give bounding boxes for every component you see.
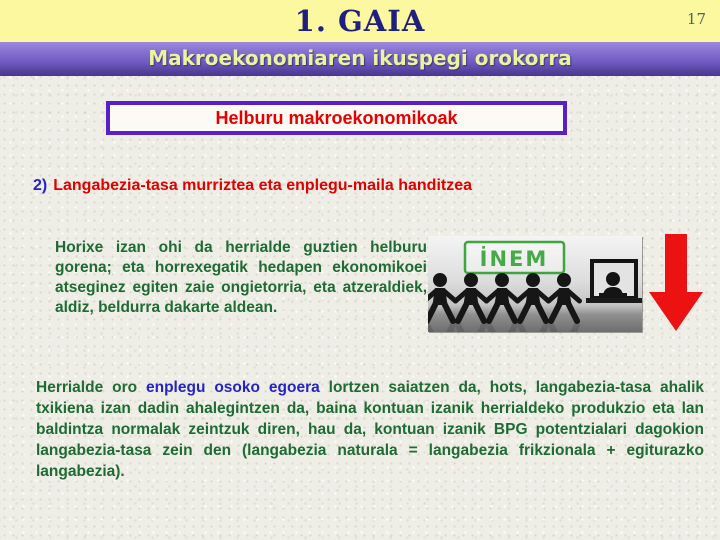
numbered-heading <box>33 177 593 195</box>
paragraph-text-start: Herrialde oro <box>36 379 146 396</box>
section-title-box <box>106 101 567 135</box>
heading-text: Langabezia-tasa murriztea eta enplegu-maila handitzea <box>53 177 473 194</box>
main-paragraph <box>36 377 704 482</box>
slide-title: 1. GAIA <box>294 4 426 38</box>
clerk-head <box>606 272 620 286</box>
subtitle-bar <box>0 42 720 76</box>
window-sill <box>586 298 642 303</box>
section-title: Helburu makroekonomikoak <box>215 107 458 128</box>
page-number: 17 <box>686 10 706 28</box>
inem-image-graphic <box>428 236 642 332</box>
inem-logo <box>465 242 564 273</box>
heading-number: 2) <box>33 177 48 194</box>
office-window <box>586 261 642 303</box>
title-band <box>0 0 720 42</box>
highlighted-phrase: enplegu osoko egoera <box>146 379 320 396</box>
inem-logo-text: İNEM <box>479 247 549 271</box>
slide-subtitle: Makroekonomiaren ikuspegi orokorra <box>148 46 572 70</box>
unemployment-office-image <box>428 236 642 332</box>
intro-paragraph: Horixe izan ohi da herrialde guztien helburu gorena; eta horrexegatik hedapen ekonomikoei atseginez egiten zaie ongietorria, eta atzeraldiek, aldiz, beldurra dakarte aldean. <box>55 239 427 316</box>
red-down-arrow-icon <box>649 232 703 333</box>
paragraph-text-end: lortzen saiatzen da, hots, langabezia-tasa ahalik txikiena izan dadin ahalegintzen da, baina kontuan izanik herrialdeko produkzio eta lan baldintza normalak zeintzuk diren, hau da, kontuan izanik BPG potentzialari dagokion langabezia-tasa zein den (langabezia naturala = langabezia frikzionala + egiturazko langabezia). <box>36 379 704 480</box>
